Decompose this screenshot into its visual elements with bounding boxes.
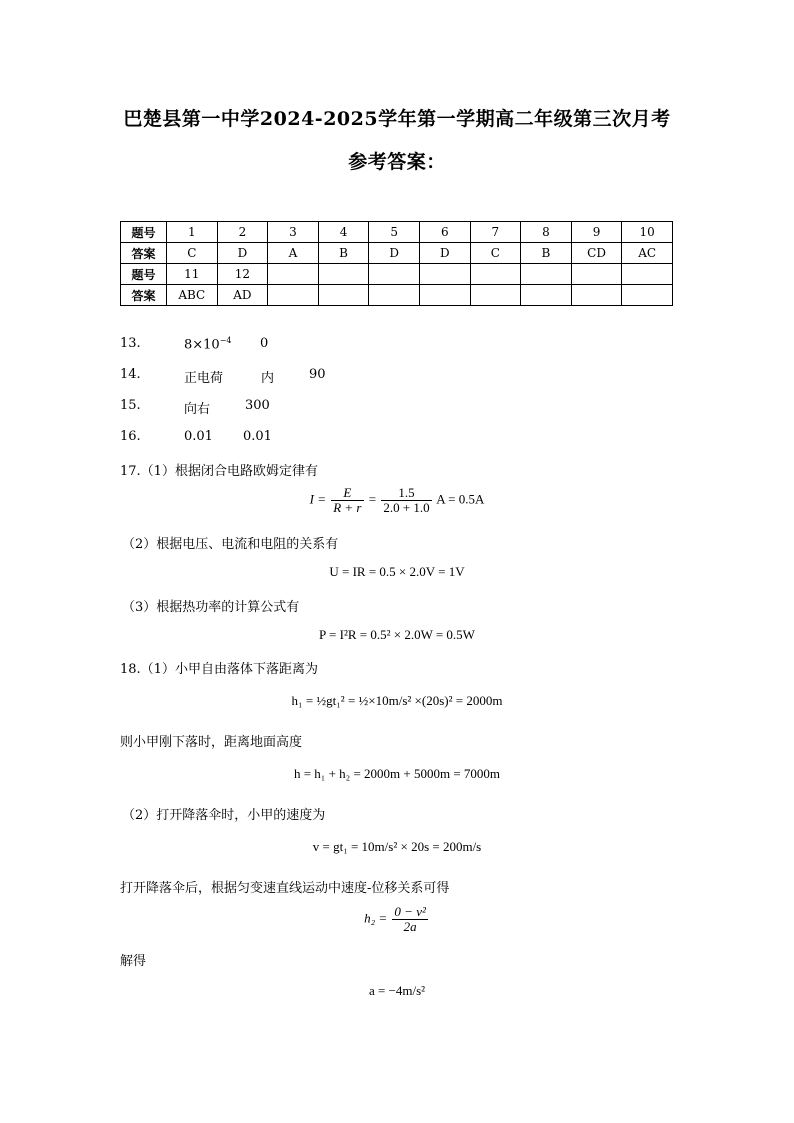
table-cell xyxy=(521,285,572,306)
answer-value: 300 xyxy=(245,398,270,413)
table-cell: A xyxy=(268,243,319,264)
answer-value: 内 xyxy=(261,371,275,386)
table-row xyxy=(121,285,673,306)
answer-value: 0.01 xyxy=(184,429,213,444)
question-number: 13. xyxy=(120,336,141,351)
table-cell: 9 xyxy=(571,222,622,243)
table-cell xyxy=(419,264,470,285)
table-cell xyxy=(571,285,622,306)
q17-equation-3: P = I²R = 0.5² × 2.0W = 0.5W xyxy=(319,627,475,642)
table-cell xyxy=(470,285,521,306)
document-subtitle: 参考答案： xyxy=(348,151,446,173)
table-cell: 2 xyxy=(217,222,268,243)
table-header-cell: 题号 xyxy=(121,222,167,243)
table-cell xyxy=(622,264,673,285)
table-cell xyxy=(622,285,673,306)
question-number: 15. xyxy=(120,398,141,413)
table-cell xyxy=(268,264,319,285)
q18-text-5: 解得 xyxy=(120,954,147,969)
table-cell: AC xyxy=(622,243,673,264)
table-row xyxy=(121,264,673,285)
q17-equation-2: U = IR = 0.5 × 2.0V = 1V xyxy=(329,564,465,579)
table-cell xyxy=(318,285,369,306)
table-cell: 8 xyxy=(521,222,572,243)
table-cell: D xyxy=(419,243,470,264)
table-cell: 4 xyxy=(318,222,369,243)
answer-value: 0.01 xyxy=(243,429,272,444)
table-header-cell: 题号 xyxy=(121,264,167,285)
q17-part1-text: 17.（1）根据闭合电路欧姆定律有 xyxy=(120,464,318,479)
table-cell: B xyxy=(521,243,572,264)
table-cell: ABC xyxy=(167,285,218,306)
table-cell: 11 xyxy=(167,264,218,285)
table-cell: 6 xyxy=(419,222,470,243)
table-cell xyxy=(521,264,572,285)
answer-value: 90 xyxy=(309,367,326,382)
table-row xyxy=(121,222,673,243)
q18-equation-2: h = h₁ + h₂ = 2000m + 5000m = 7000m xyxy=(293,766,501,781)
q18-equation-1: h₁ = ½gt₁² = ½×10m/s² ×(20s)² = 2000m xyxy=(291,693,503,708)
table-cell: 10 xyxy=(622,222,673,243)
table-cell: CD xyxy=(571,243,622,264)
table-cell: D xyxy=(369,243,420,264)
table-cell: 5 xyxy=(369,222,420,243)
answer-value: 0 xyxy=(260,336,269,351)
table-cell: C xyxy=(470,243,521,264)
answer-value: 向右 xyxy=(184,402,211,417)
answer-value: 正电荷 xyxy=(184,371,224,386)
table-cell: 3 xyxy=(268,222,319,243)
q18-part2-text: （2）打开降落伞时，小甲的速度为 xyxy=(122,808,326,823)
table-cell xyxy=(268,285,319,306)
table-cell: 1 xyxy=(167,222,218,243)
table-cell xyxy=(470,264,521,285)
answer-value: $8\times 10^{-4}$ xyxy=(184,336,232,353)
table-header-cell: 答案 xyxy=(121,285,167,306)
q17-part3-text: （3）根据热功率的计算公式有 xyxy=(122,600,300,615)
q18-equation-5: a = −4m/s² xyxy=(368,983,426,998)
question-number: 14. xyxy=(120,367,141,382)
answer-table xyxy=(120,221,673,306)
table-cell xyxy=(369,285,420,306)
table-cell: 7 xyxy=(470,222,521,243)
question-number: 16. xyxy=(120,429,141,444)
table-row xyxy=(121,243,673,264)
q18-text-2: 则小甲刚下落时，距离地面高度 xyxy=(120,735,303,750)
table-cell: D xyxy=(217,243,268,264)
table-cell xyxy=(571,264,622,285)
document-title: 巴楚县第一中学2024-2025学年第一学期高二年级第三次月考 xyxy=(123,108,671,130)
table-cell: 12 xyxy=(217,264,268,285)
table-cell xyxy=(419,285,470,306)
q18-equation-3: v = gt₁ = 10m/s² × 20s = 200m/s xyxy=(312,839,482,854)
table-cell xyxy=(318,264,369,285)
q17-part2-text: （2）根据电压、电流和电阻的关系有 xyxy=(122,537,339,552)
table-cell: AD xyxy=(217,285,268,306)
q18-part1-text: 18.（1）小甲自由落体下落距离为 xyxy=(120,662,318,677)
table-cell: B xyxy=(318,243,369,264)
q18-text-4: 打开降落伞后，根据匀变速直线运动中速度-位移关系可得 xyxy=(120,881,450,896)
table-cell: C xyxy=(167,243,218,264)
q17-equation-1: I = $\frac{E}{R + r}$ = $\frac{1.5}{2.0 + 1.0}$ A = 0.5A xyxy=(309,485,485,515)
table-header-cell: 答案 xyxy=(121,243,167,264)
table-cell xyxy=(369,264,420,285)
q18-equation-4: h₂ = $\frac{\text{0 − v²}}{2a}$ xyxy=(364,904,426,934)
